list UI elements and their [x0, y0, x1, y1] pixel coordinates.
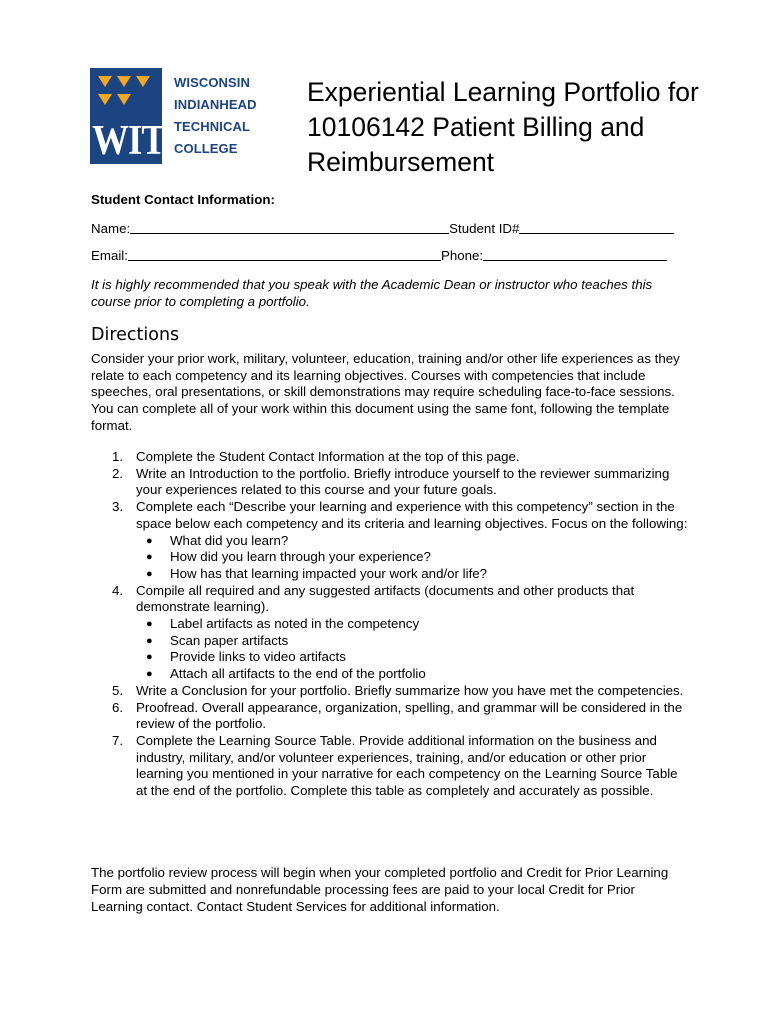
step-number: 2. [112, 465, 124, 481]
step-item [91, 583, 691, 683]
logo-letters: WITC [92, 117, 191, 165]
step-item [91, 449, 691, 466]
sub-item [136, 633, 691, 650]
sub-item [136, 549, 691, 566]
name-label: Name: [91, 221, 131, 236]
bullet-icon: ● [146, 567, 153, 580]
bullet-icon: ● [146, 651, 153, 664]
logo-mark [90, 68, 191, 165]
sub-item-text: Provide links to video artifacts [170, 649, 346, 665]
step-text: Write an Introduction to the portfolio. Briefly introduce yourself to the reviewer summarizing your experiences related to this course and your future goals. [136, 465, 670, 498]
witc-logo [90, 68, 262, 164]
step-item [91, 733, 691, 800]
logo-triangle-icon [117, 94, 131, 105]
logo-name-line: COLLEGE [174, 141, 238, 156]
step-item [91, 466, 691, 499]
step-number: 6. [112, 699, 124, 715]
sub-item [136, 616, 691, 633]
logo-college-name [174, 72, 274, 160]
sub-item [136, 533, 691, 550]
step-number: 4. [112, 582, 124, 598]
sub-item [136, 566, 691, 583]
directions-steps [91, 449, 691, 800]
phone-label: Phone: [440, 248, 484, 263]
document-title: Experiential Learning Portfolio for 10106142 Patient Billing and Reimbursement [307, 77, 699, 177]
sub-item-text: How has that learning impacted your work and/or life? [170, 565, 488, 581]
step-number: 5. [112, 682, 124, 698]
logo-triangle-icon [136, 76, 150, 87]
step-number: 3. [112, 499, 124, 515]
student-id-label: Student ID# [449, 221, 520, 236]
bullet-icon: ● [146, 551, 153, 564]
step-item [91, 499, 691, 583]
logo-name-line: TECHNICAL [174, 119, 251, 134]
bullet-icon: ● [146, 618, 153, 631]
name-field[interactable] [130, 220, 449, 234]
directions-heading: Directions [91, 325, 180, 345]
step-text: Complete the Learning Source Table. Provide additional information on the business and industry, military, and/or volunteer experiences, training, and/or education or other prior learning you mentioned in your narrative for each competency on the Learning Source Table at the end of the portfolio. Complete this table as completely and accurately as possible. [136, 732, 678, 799]
sub-item [136, 649, 691, 666]
email-label: Email: [91, 248, 128, 263]
logo-triangle-icon [98, 76, 112, 87]
sub-item-text: Scan paper artifacts [170, 632, 289, 648]
step-item [91, 700, 691, 733]
step-text: Compile all required and any suggested artifacts (documents and other products that demonstrate learning). [136, 582, 635, 615]
sub-item-text: What did you learn? [170, 532, 289, 548]
sub-list [136, 616, 691, 683]
step-number: 7. [112, 732, 124, 748]
step-number: 1. [112, 449, 124, 464]
name-id-row [91, 220, 674, 236]
bullet-icon: ● [146, 668, 153, 681]
sub-item-text: How did you learn through your experience? [170, 549, 431, 565]
step-item [91, 683, 691, 700]
sub-list [136, 533, 691, 583]
sub-item-text: Label artifacts as noted in the competency [170, 616, 420, 632]
bullet-icon: ● [146, 634, 153, 647]
bullet-icon: ● [146, 534, 153, 547]
logo-triangle-icon [117, 76, 131, 87]
phone-field[interactable] [483, 247, 667, 261]
sub-item-text: Attach all artifacts to the end of the portfolio [170, 666, 426, 682]
student-id-field[interactable] [519, 220, 674, 234]
recommendation-note: It is highly recommended that you speak with the Academic Dean or instructor who teaches this course prior to completing a portfolio. [91, 277, 653, 309]
email-phone-row [91, 247, 667, 263]
directions-intro: Consider your prior work, military, volunteer, education, training and/or other life experiences as they relate to each competency and its learning objectives. Courses with competencies that include speeches, oral presentations, or skill demonstrations may require scheduling face-to-face sessions. You can complete all of your work within this document using the same font, following the template format. [91, 351, 680, 433]
logo-name-line: WISCONSIN [174, 75, 251, 90]
step-text: Proofread. Overall appearance, organization, spelling, and grammar will be considered in the review of the portfolio. [136, 699, 683, 732]
contact-heading: Student Contact Information: [91, 192, 275, 207]
logo-triangle-icon [98, 94, 112, 105]
logo-name-line: INDIANHEAD [174, 97, 257, 112]
step-text: Complete each “Describe your learning and experience with this competency” section in the space below each competency and its criteria and learning objectives. Focus on the following: [136, 499, 688, 531]
sub-item [136, 666, 691, 683]
step-text: Write a Conclusion for your portfolio. Briefly summarize how you have met the competencies. [136, 682, 684, 698]
closing-paragraph: The portfolio review process will begin when your completed portfolio and Credit for Prior Learning Form are submitted and nonrefundable processing fees are paid to your local Credit for Prior Learning contact. Contact Student Services for additional information. [91, 865, 669, 914]
step-text: Complete the Student Contact Information at the top of this page. [136, 449, 520, 464]
email-field[interactable] [128, 247, 441, 261]
